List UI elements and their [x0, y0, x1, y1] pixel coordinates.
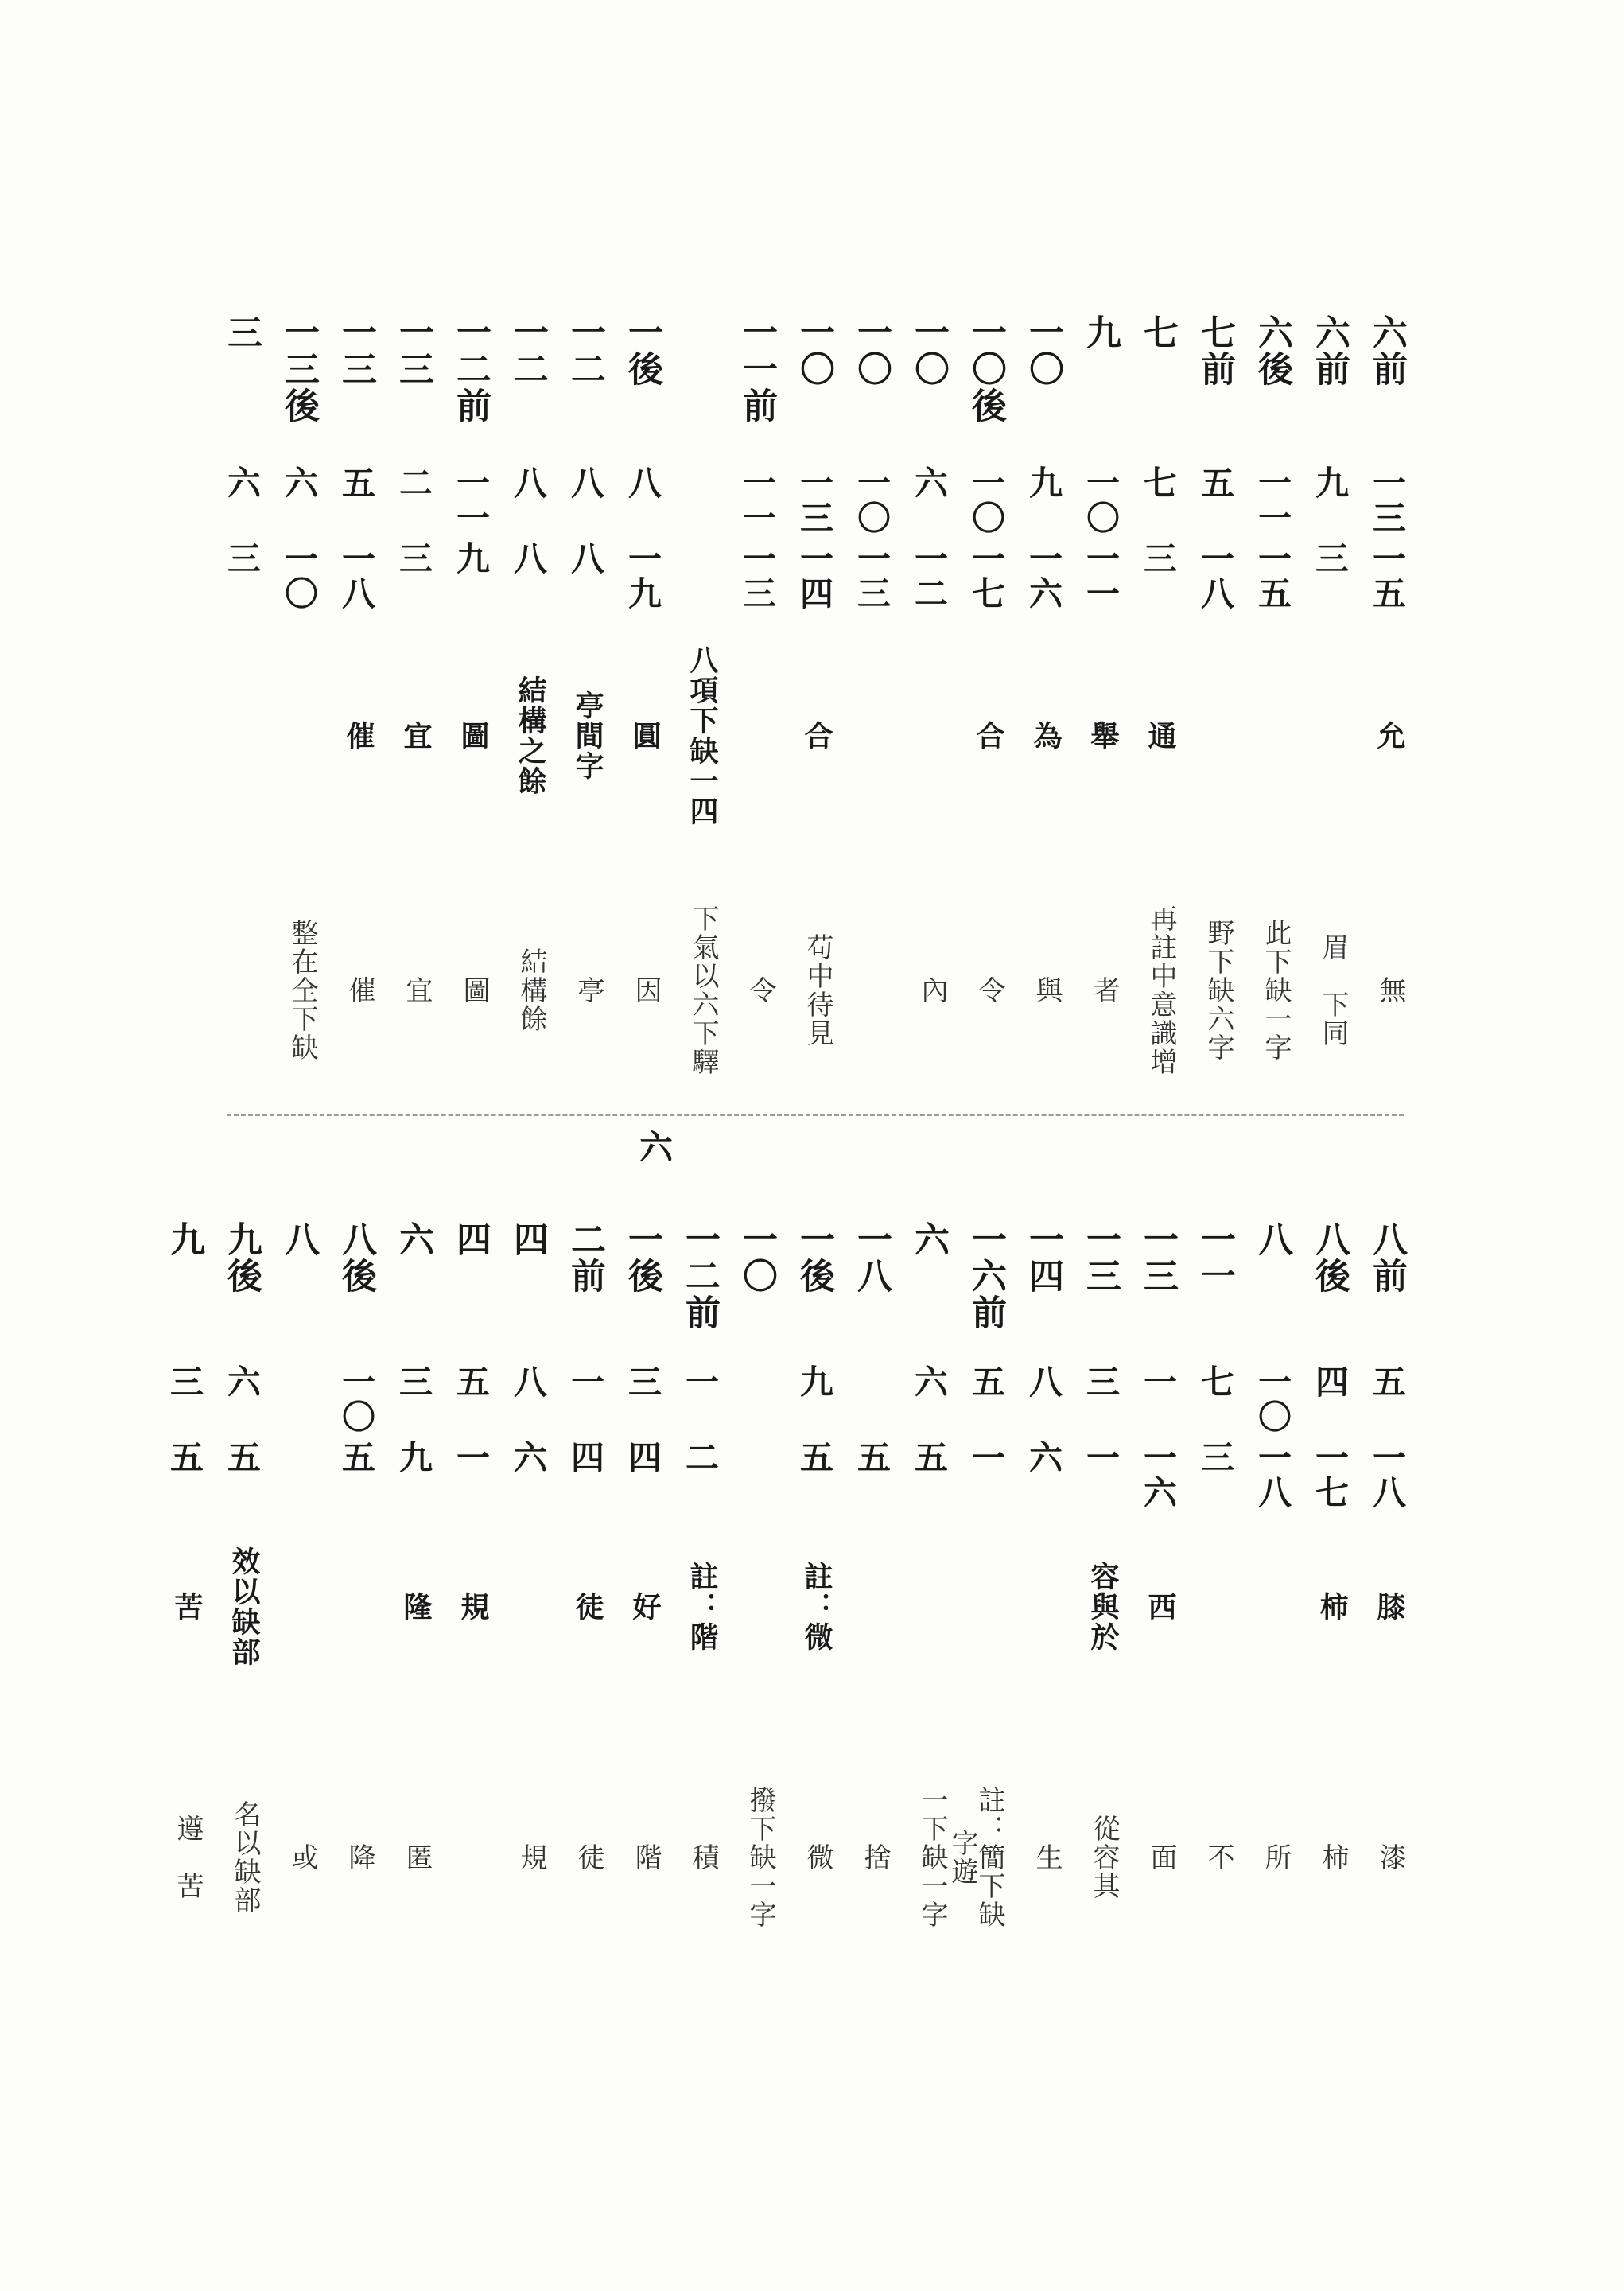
entry-char-number: 三: [1139, 541, 1178, 576]
entry-char-number: 一: [967, 1440, 1006, 1475]
entry-wrong-text: [946, 1527, 1003, 1686]
entry-line-number: 一一: [452, 465, 491, 535]
errata-entry: [1003, 314, 1063, 1110]
entry-char-number: 一八: [1196, 541, 1235, 611]
entry-line-number: 九: [1311, 465, 1350, 500]
entry-correct-text: 徒: [573, 1843, 604, 1872]
errata-entry: [831, 314, 892, 1110]
entry-wrong-text: [1003, 1527, 1060, 1686]
entry-char-number: 一〇: [280, 541, 319, 611]
entry-char-number: 八: [509, 541, 548, 576]
entry-wrong-text: 隆: [399, 1592, 433, 1622]
entry-wrong-text: 合: [800, 721, 833, 751]
entry-correct-text: 亭: [573, 976, 604, 1005]
entry-page-ref: 八後: [1309, 1221, 1350, 1294]
errata-entry: [201, 1221, 262, 1937]
entry-line-number: 八: [509, 465, 548, 500]
entry-char-number: 一八: [1368, 1440, 1407, 1510]
entry-line-number: 一一: [1253, 465, 1292, 535]
entry-wrong-text: 宜: [399, 721, 433, 751]
entry-wrong-text: 圖: [457, 721, 490, 751]
entry-page-ref: 四: [450, 1221, 491, 1258]
entry-line-number: 五: [967, 1364, 1006, 1399]
entry-page-ref: 一後: [794, 1221, 834, 1294]
entry-char-number: 五: [910, 1440, 949, 1475]
entry-char-number: 一: [452, 1440, 491, 1475]
errata-entry: [1175, 314, 1235, 1110]
entry-correct-text: 一下缺一字: [916, 1786, 948, 1929]
entry-correct-text: 令: [744, 976, 776, 1005]
entry-wrong-text: 允: [1373, 721, 1406, 751]
entry-wrong-text: [831, 1527, 888, 1686]
entry-correct-text: 微: [802, 1843, 833, 1872]
errata-entry: [545, 1221, 605, 1937]
entry-correct-text: 結構餘: [515, 947, 547, 1033]
entry-char-number: 一六: [1024, 541, 1063, 611]
errata-entry: [1117, 1221, 1178, 1937]
entry-page-ref: 九後: [221, 1221, 262, 1294]
entry-page-ref: 八: [1252, 1221, 1292, 1258]
entry-line-number: 三: [1082, 1364, 1121, 1399]
entry-page-ref: 六: [908, 1221, 949, 1258]
entry-page-ref: 一三: [336, 314, 376, 387]
errata-table-top: [221, 314, 1407, 1110]
entry-page-ref: 一二前: [450, 314, 491, 424]
entry-line-number: 一〇: [1253, 1364, 1292, 1434]
entry-line-number: 六: [223, 465, 262, 500]
section-divider: [227, 1114, 1404, 1116]
errata-entry: [602, 1221, 662, 1937]
entry-correct-text: 令: [973, 976, 1005, 1005]
entry-page-ref: 六後: [1252, 314, 1292, 387]
entry-page-ref: 一三: [1137, 1221, 1178, 1294]
errata-entry: [659, 314, 717, 1110]
entry-wrong-text: [488, 1527, 545, 1686]
entry-char-number: 三: [1196, 1440, 1235, 1475]
entry-page-ref: 一二: [507, 314, 548, 387]
entry-line-number: 六: [223, 1364, 262, 1399]
entry-page-ref: 四: [507, 1221, 548, 1258]
entry-char-number: 一三: [853, 541, 892, 611]
errata-entry: [1117, 314, 1178, 1110]
entry-char-number: 五: [795, 1440, 834, 1475]
entry-correct-text: 從容其: [1088, 1815, 1120, 1900]
entry-wrong-text: [1232, 628, 1289, 843]
entry-page-ref: 一後: [622, 1221, 662, 1294]
entry-wrong-text: [1175, 628, 1232, 843]
entry-correct-text: 撥下缺一字: [744, 1786, 776, 1929]
entry-wrong-text: 容與於: [1086, 1562, 1120, 1652]
entry-wrong-text: [1232, 1527, 1289, 1686]
errata-table-bottom: [164, 1221, 1407, 1937]
entry-page-ref: 一後: [622, 314, 662, 387]
entry-correct-text: [201, 871, 258, 1110]
entry-wrong-text: [1289, 628, 1346, 843]
entry-correct-text: 苟中待見: [802, 933, 833, 1048]
errata-entry: [946, 1221, 1006, 1937]
entry-wrong-text: 好: [628, 1592, 662, 1622]
entry-char-number: 三: [223, 541, 262, 576]
entry-char-number: 四: [566, 1440, 605, 1475]
entry-page-ref: 一〇: [851, 314, 892, 387]
entry-wrong-text: 徒: [571, 1592, 604, 1622]
errata-entry: [373, 1221, 433, 1937]
entry-char-number: 一八: [337, 541, 376, 611]
errata-entry: [201, 314, 262, 1110]
entry-page-ref: 六前: [1309, 314, 1350, 387]
errata-entry: [430, 314, 491, 1110]
entry-char-number: 一七: [967, 541, 1006, 611]
entry-page-ref: 一一: [1195, 1221, 1235, 1294]
entry-wrong-text: 八項下缺一四: [686, 645, 719, 827]
entry-wrong-text: 規: [457, 1592, 490, 1622]
entry-char-number: 五: [337, 1440, 376, 1475]
entry-page-ref: 一〇後: [965, 314, 1006, 424]
entry-line-number: 四: [1311, 1364, 1350, 1399]
entry-correct-text: 所: [1260, 1843, 1292, 1872]
entry-line-number: 八: [509, 1364, 548, 1399]
entry-wrong-text: [717, 628, 774, 843]
entry-line-number: 六: [280, 465, 319, 500]
entry-page-ref: 九: [164, 1221, 204, 1258]
entry-page-ref: 一〇: [794, 314, 834, 387]
entry-wrong-text: 柿: [1315, 1592, 1349, 1622]
entry-char-number: 一四: [795, 541, 834, 611]
errata-entry: [1060, 1221, 1121, 1937]
entry-line-number: 一三: [1368, 465, 1407, 535]
entry-char-number: 一六: [1139, 1440, 1178, 1510]
entry-char-number: 一七: [1311, 1440, 1350, 1510]
entry-page-ref: 三: [221, 314, 262, 351]
errata-entry: [488, 1221, 548, 1937]
entry-char-number: 九: [394, 1440, 433, 1475]
entry-line-number: 六: [910, 465, 949, 500]
entry-wrong-text: [201, 628, 258, 843]
errata-entry: [373, 314, 433, 1110]
entry-correct-text: [831, 871, 888, 1110]
entry-char-number: 六: [509, 1440, 548, 1475]
errata-entry: [717, 1221, 777, 1937]
errata-entry: [144, 1221, 204, 1937]
entry-wrong-text: 註：階: [686, 1562, 719, 1652]
errata-entry: [888, 1221, 949, 1937]
entry-wrong-text: 催: [342, 721, 375, 751]
entry-correct-text: 與: [1031, 976, 1063, 1005]
entry-page-ref: 八後: [336, 1221, 376, 1294]
folio-number: 六: [635, 1130, 674, 1163]
entry-wrong-text: 合: [972, 721, 1005, 751]
entry-line-number: 一三: [795, 465, 834, 535]
entry-correct-text: 漆: [1374, 1843, 1406, 1872]
entry-wrong-text: 效以缺部: [227, 1546, 261, 1667]
entry-char-number: 一三: [738, 541, 777, 611]
entry-line-number: 二: [394, 465, 433, 500]
entry-line-number: 三: [165, 1364, 204, 1399]
entry-correct-text: [430, 1778, 488, 1937]
entry-correct-text: 宜: [401, 976, 433, 1005]
entry-page-ref: 八: [278, 1221, 319, 1258]
entry-correct-text: 因: [630, 976, 662, 1005]
entry-correct-text: 圖: [458, 976, 490, 1005]
entry-line-number: 六: [910, 1364, 949, 1399]
entry-wrong-text: [717, 1527, 774, 1686]
errata-entry: [831, 1221, 892, 1937]
entry-wrong-text: [1175, 1527, 1232, 1686]
errata-entry: [1060, 314, 1121, 1110]
entry-page-ref: 七前: [1195, 314, 1235, 387]
entry-char-number: 五: [223, 1440, 262, 1475]
entry-char-number: 六: [1024, 1440, 1063, 1475]
entry-line-number: 五: [1368, 1364, 1407, 1399]
entry-line-number: 七: [1196, 1364, 1235, 1399]
errata-entry: [1289, 1221, 1350, 1937]
entry-wrong-text: 膝: [1373, 1592, 1406, 1622]
entry-line-number: 五: [452, 1364, 491, 1399]
entry-correct-text: 階: [630, 1843, 662, 1872]
errata-entry: [1346, 314, 1407, 1110]
entry-char-number: 二: [681, 1440, 720, 1475]
entry-page-ref: 八前: [1366, 1221, 1407, 1294]
entry-wrong-text: [258, 628, 316, 843]
entry-char-number: 一五: [1368, 541, 1407, 611]
entry-wrong-text: 結構之餘: [514, 675, 547, 796]
entry-line-number: 三: [394, 1364, 433, 1399]
entry-page-ref: 一三: [1080, 1221, 1121, 1294]
entry-correct-text: 註：簡下缺字遊: [946, 1786, 1005, 1929]
entry-wrong-text: [888, 628, 946, 843]
errata-entry: [717, 314, 777, 1110]
entry-correct-text: 者: [1088, 976, 1120, 1005]
entry-line-number: 一: [566, 1364, 605, 1399]
entry-correct-text: 催: [344, 976, 375, 1005]
entry-correct-text: 捨: [859, 1843, 891, 1872]
entry-page-ref: 一三: [393, 314, 433, 387]
entry-wrong-text: [258, 1527, 316, 1686]
errata-entry: [602, 314, 662, 1110]
entry-correct-text: 降: [344, 1843, 375, 1872]
entry-correct-text: 無: [1374, 976, 1406, 1005]
entry-wrong-text: 西: [1144, 1592, 1177, 1622]
errata-entry: [545, 314, 605, 1110]
entry-line-number: 一: [1139, 1364, 1178, 1399]
entry-correct-text: 匿: [401, 1843, 433, 1872]
entry-char-number: 三: [394, 541, 433, 576]
entry-line-number: 一〇: [1082, 465, 1121, 535]
errata-entry: [258, 1221, 319, 1937]
entry-char-number: 一: [1082, 1440, 1121, 1475]
errata-entry: [946, 314, 1006, 1110]
entry-wrong-text: [888, 1527, 946, 1686]
entry-correct-text: 規: [515, 1843, 547, 1872]
entry-wrong-text: 圓: [628, 721, 662, 751]
entry-char-number: 一二: [910, 541, 949, 611]
entry-correct-text: 積: [687, 1843, 719, 1872]
entry-wrong-text: [831, 628, 888, 843]
entry-page-ref: 一四: [1023, 1221, 1063, 1294]
entry-correct-text: 野下缺六字: [1202, 919, 1234, 1062]
entry-char-number: 一八: [1253, 1440, 1292, 1510]
entry-page-ref: 一〇: [736, 1221, 777, 1294]
entry-correct-text: 再註中意識增: [1145, 904, 1177, 1076]
entry-correct-text: 內: [916, 976, 948, 1005]
entry-line-number: 九: [1024, 465, 1063, 500]
errata-entry: [1003, 1221, 1063, 1937]
entry-page-ref: 一二前: [679, 1221, 720, 1331]
entry-line-number: 三: [624, 1364, 662, 1399]
entry-wrong-text: [316, 1527, 373, 1686]
entry-char-number: 八: [566, 541, 605, 576]
errata-entry: [1289, 314, 1350, 1110]
entry-page-ref: 七: [1137, 314, 1178, 351]
entry-line-number: 七: [1139, 465, 1178, 500]
entry-correct-text: 眉 下同: [1317, 933, 1349, 1048]
errata-entry: [1346, 1221, 1407, 1937]
entry-correct-text: 遵 苦: [172, 1815, 204, 1900]
entry-line-number: 一: [681, 1364, 720, 1399]
entry-wrong-text: 舉: [1086, 721, 1120, 751]
entry-wrong-text: 為: [1029, 721, 1063, 751]
entry-correct-text: 下氣以六下驛: [687, 904, 719, 1076]
errata-entry: [488, 314, 548, 1110]
entry-page-ref: 二前: [565, 1221, 605, 1294]
entry-correct-text: 面: [1145, 1843, 1177, 1872]
errata-entry: [258, 314, 319, 1110]
errata-entry: [888, 314, 949, 1110]
errata-entry: [659, 1221, 720, 1937]
entry-line-number: 五: [337, 465, 376, 500]
entry-page-ref: 一〇: [1023, 314, 1063, 387]
entry-correct-text: 整在全下缺: [286, 919, 318, 1062]
entry-page-ref: 一六前: [965, 1221, 1006, 1331]
entry-correct-text: 此下缺一字: [1260, 919, 1292, 1062]
entry-char-number: 三: [1311, 541, 1350, 576]
entry-char-number: 九: [452, 541, 491, 576]
entry-char-number: 五: [165, 1440, 204, 1475]
entry-line-number: 一〇: [853, 465, 892, 535]
entry-line-number: 一〇: [337, 1364, 376, 1434]
entry-page-ref: 六: [393, 1221, 433, 1258]
entry-line-number: 五: [1196, 465, 1235, 500]
entry-correct-text: 或: [286, 1843, 318, 1872]
entry-line-number: 八: [566, 465, 605, 500]
entry-page-ref: 一二: [565, 314, 605, 387]
errata-entry: [1232, 314, 1292, 1110]
entry-page-ref: 九: [1080, 314, 1121, 351]
entry-correct-text: 名以缺部: [229, 1800, 261, 1915]
entry-wrong-text: 亭間字: [571, 690, 604, 781]
entry-page-ref: 一一前: [736, 314, 777, 424]
entry-page-ref: 一〇: [908, 314, 949, 387]
entry-line-number: 九: [795, 1364, 834, 1399]
entry-page-ref: 一八: [851, 1221, 892, 1294]
entry-page-ref: 一三後: [278, 314, 319, 424]
errata-entry: [774, 1221, 834, 1937]
entry-wrong-text: 苦: [170, 1592, 204, 1622]
entry-wrong-text: 通: [1144, 721, 1177, 751]
errata-entry: [316, 1221, 376, 1937]
entry-correct-text: 柿: [1317, 1843, 1349, 1872]
entry-line-number: 一〇: [967, 465, 1006, 535]
entry-char-number: 一一: [1082, 541, 1121, 611]
errata-entry: [316, 314, 376, 1110]
entry-char-number: 五: [853, 1440, 892, 1475]
entry-line-number: 八: [624, 465, 662, 500]
entry-char-number: 一五: [1253, 541, 1292, 611]
entry-page-ref: 六前: [1366, 314, 1407, 387]
entry-char-number: 一九: [624, 541, 662, 611]
errata-entry: [430, 1221, 491, 1937]
entry-correct-text: 生: [1031, 1843, 1063, 1872]
entry-correct-text: 不: [1202, 1843, 1234, 1872]
entry-line-number: 一一: [738, 465, 777, 535]
entry-wrong-text: 註：微: [800, 1562, 833, 1652]
errata-entry: [1175, 1221, 1235, 1937]
entry-char-number: 四: [624, 1440, 662, 1475]
errata-entry: [1232, 1221, 1292, 1937]
entry-line-number: 八: [1024, 1364, 1063, 1399]
errata-entry: [774, 314, 834, 1110]
